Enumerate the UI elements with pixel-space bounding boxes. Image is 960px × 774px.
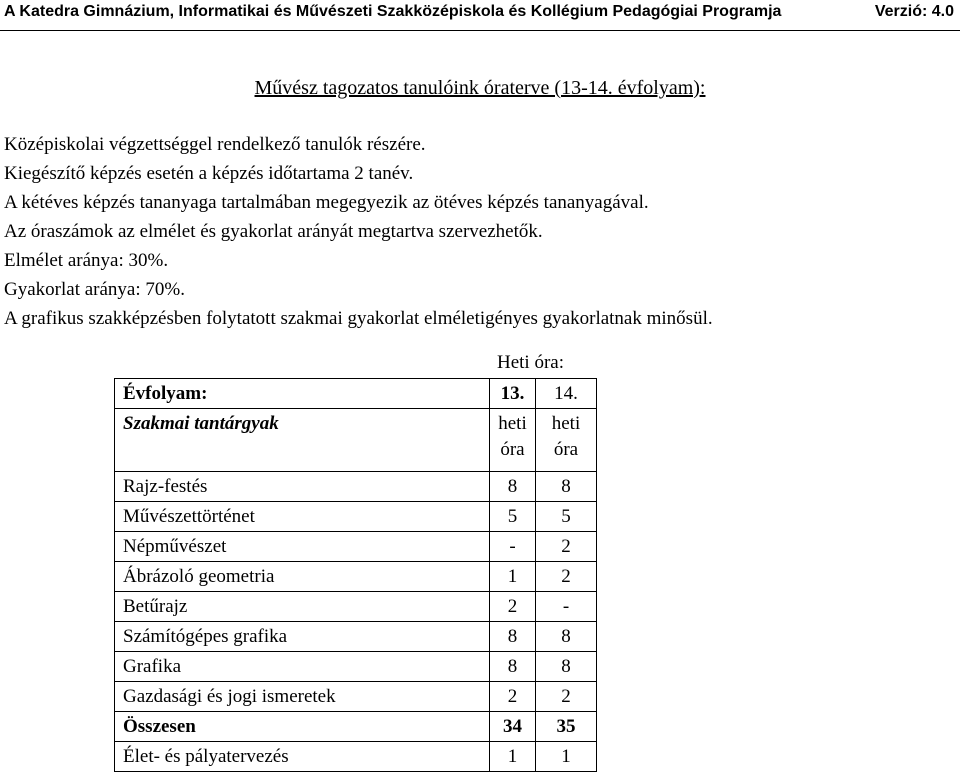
- subject-name: Élet- és pályatervezés: [115, 742, 490, 772]
- subject-name: Népművészet: [115, 532, 490, 562]
- section-title: Művész tagozatos tanulóink óraterve (13-14. évfolyam):: [254, 77, 706, 99]
- version-label: Verzió: 4.0: [874, 3, 954, 20]
- hours-14: 2: [536, 562, 597, 592]
- unit-top: heti: [551, 413, 581, 434]
- extra-row: [115, 742, 597, 772]
- paragraph: Kiegészítő képzés esetén a képzés időtartama 2 tanév.: [4, 163, 414, 184]
- weekly-hours-label: Heti óra:: [497, 352, 565, 373]
- grade-14: 14.: [536, 379, 597, 409]
- hours-13: 8: [490, 652, 536, 682]
- hours-14: 5: [536, 502, 597, 532]
- total-label: Összesen: [115, 712, 490, 742]
- table-row: [115, 622, 597, 652]
- total-14: 35: [536, 712, 597, 742]
- unit-bottom: óra: [500, 439, 525, 460]
- hours-14: 2: [536, 532, 597, 562]
- unit-row: [115, 409, 597, 472]
- table-row: [115, 472, 597, 502]
- table-row: [115, 682, 597, 712]
- intro-paragraphs: [4, 130, 713, 333]
- hours-13: 5: [490, 502, 536, 532]
- subject-name: Grafika: [115, 652, 490, 682]
- hours-13: 8: [490, 622, 536, 652]
- hours-14: 8: [536, 472, 597, 502]
- paragraph: Gyakorlat aránya: 70%.: [4, 279, 185, 300]
- table-row: [115, 592, 597, 622]
- grade-label: Évfolyam:: [115, 379, 490, 409]
- unit-bottom: óra: [553, 439, 579, 460]
- hours-14: 8: [536, 652, 597, 682]
- table-row: [115, 652, 597, 682]
- grade-row: [115, 379, 597, 409]
- subject-name: Rajz-festés: [115, 472, 490, 502]
- paragraph: Középiskolai végzettséggel rendelkező tanulók részére.: [4, 134, 426, 155]
- hours-14: 8: [536, 622, 597, 652]
- table-row: [115, 562, 597, 592]
- table-row: [115, 502, 597, 532]
- subjects-label: Szakmai tantárgyak: [115, 409, 490, 472]
- hours-13: 2: [490, 682, 536, 712]
- table-row: [115, 532, 597, 562]
- unit-13: [490, 409, 536, 472]
- hours-14: 1: [536, 742, 597, 772]
- subject-name: Művészettörténet: [115, 502, 490, 532]
- hours-13: 1: [490, 742, 536, 772]
- hours-14: 2: [536, 682, 597, 712]
- paragraph: A grafikus szakképzésben folytatott szakmai gyakorlat elméletigényes gyakorlatnak minősül.: [4, 308, 713, 329]
- timetable: [114, 378, 597, 772]
- subject-name: Számítógépes grafika: [115, 622, 490, 652]
- unit-14: [536, 409, 597, 472]
- subject-name: Betűrajz: [115, 592, 490, 622]
- paragraph: Elmélet aránya: 30%.: [4, 250, 169, 271]
- hours-14: -: [536, 592, 597, 622]
- paragraph: Az óraszámok az elmélet és gyakorlat arányát megtartva szervezhetők.: [4, 221, 543, 242]
- unit-top: heti: [498, 413, 527, 434]
- paragraph: A kétéves képzés tananyaga tartalmában megegyezik az ötéves képzés tananyagával.: [4, 192, 649, 213]
- total-13: 34: [490, 712, 536, 742]
- hours-13: 2: [490, 592, 536, 622]
- grade-13: 13.: [490, 379, 536, 409]
- hours-13: -: [490, 532, 536, 562]
- subject-name: Gazdasági és jogi ismeretek: [115, 682, 490, 712]
- total-row: [115, 712, 597, 742]
- hours-13: 1: [490, 562, 536, 592]
- hours-13: 8: [490, 472, 536, 502]
- page-header: [0, 0, 960, 31]
- subject-name: Ábrázoló geometria: [115, 562, 490, 592]
- school-program-title: A Katedra Gimnázium, Informatikai és Művészeti Szakközépiskola és Kollégium Pedagógiai Programja: [4, 3, 782, 20]
